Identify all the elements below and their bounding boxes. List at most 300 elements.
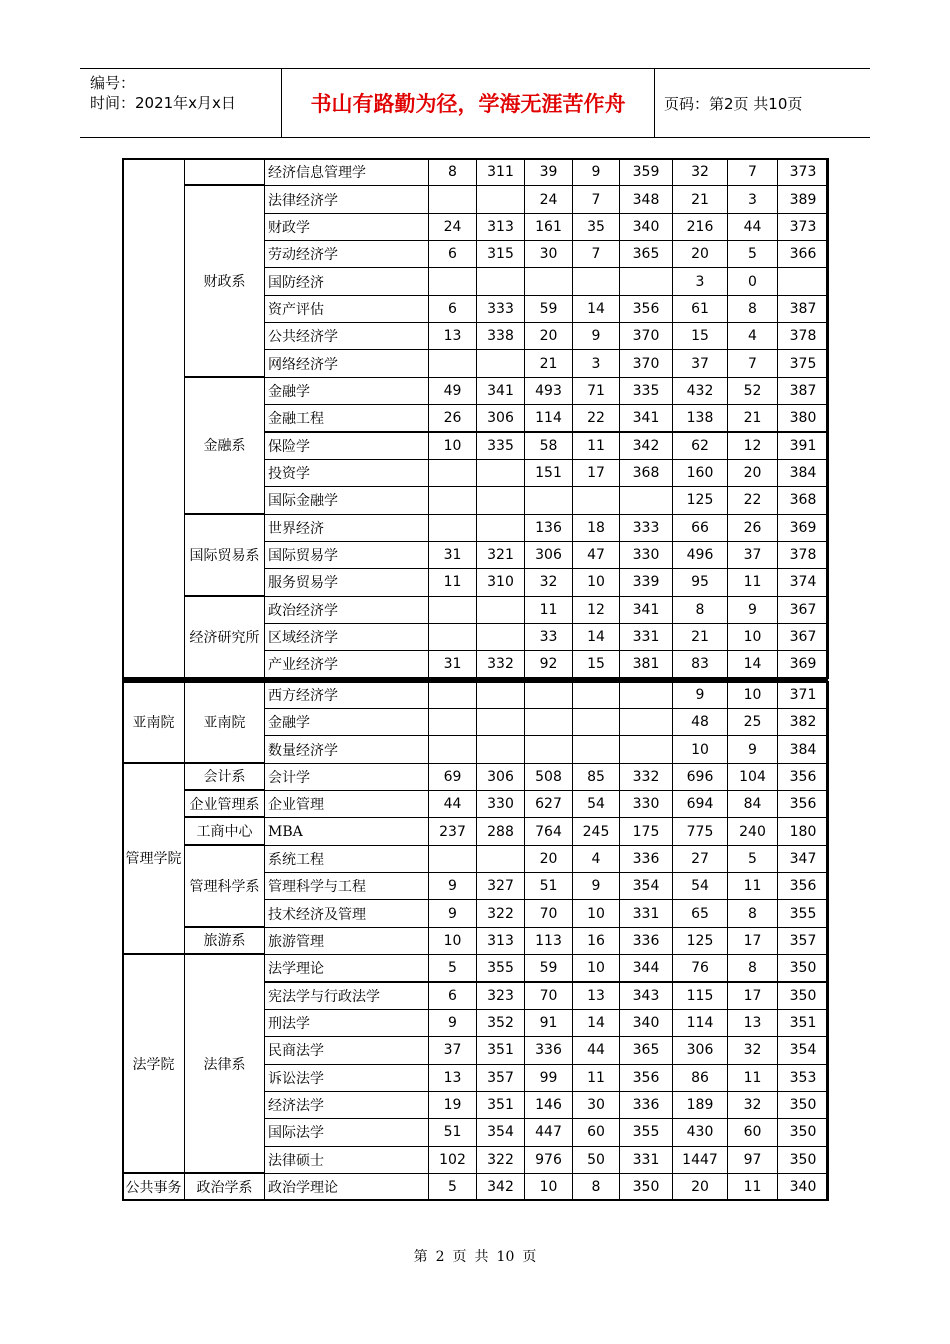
score-cell: 5 bbox=[727, 240, 778, 268]
score-cell: 357 bbox=[777, 927, 829, 955]
major-name-cell: 金融学 bbox=[264, 708, 429, 736]
score-cell: 327 bbox=[476, 872, 525, 900]
department-cell: 经济研究所 bbox=[184, 596, 265, 678]
score-cell: 52 bbox=[727, 377, 778, 405]
major-name-cell: 会计学 bbox=[264, 763, 429, 791]
college-cell: 亚南院 bbox=[122, 681, 185, 763]
score-cell: 20 bbox=[524, 845, 573, 873]
score-cell: 59 bbox=[524, 954, 573, 982]
score-cell: 21 bbox=[672, 185, 728, 213]
score-cell: 338 bbox=[476, 322, 525, 350]
score-cell: 368 bbox=[777, 486, 829, 514]
score-cell: 151 bbox=[524, 459, 573, 487]
score-cell: 13 bbox=[572, 982, 620, 1010]
score-cell: 17 bbox=[572, 459, 620, 487]
score-cell: 381 bbox=[619, 650, 673, 678]
score-cell: 95 bbox=[672, 568, 728, 596]
major-name-cell: 旅游管理 bbox=[264, 927, 429, 955]
score-cell: 354 bbox=[476, 1118, 525, 1146]
score-cell: 341 bbox=[476, 377, 525, 405]
score-cell: 351 bbox=[476, 1036, 525, 1064]
score-cell: 330 bbox=[476, 790, 525, 818]
score-cell: 330 bbox=[619, 541, 673, 569]
score-cell: 76 bbox=[672, 954, 728, 982]
major-name-cell: 国防经济 bbox=[264, 267, 429, 295]
major-name-cell: 产业经济学 bbox=[264, 650, 429, 678]
score-cell: 367 bbox=[777, 623, 829, 651]
score-cell: 430 bbox=[672, 1118, 728, 1146]
score-cell: 313 bbox=[476, 927, 525, 955]
footer-page: 2 bbox=[435, 1249, 445, 1265]
score-cell: 348 bbox=[619, 185, 673, 213]
score-cell: 37 bbox=[727, 541, 778, 569]
department-cell: 企业管理系 bbox=[184, 790, 265, 817]
score-cell: 336 bbox=[619, 845, 673, 873]
admission-score-table bbox=[122, 158, 828, 1203]
score-cell: 336 bbox=[619, 927, 673, 955]
footer-total: 10 bbox=[496, 1249, 515, 1265]
score-cell: 32 bbox=[524, 568, 573, 596]
major-name-cell: 数量经济学 bbox=[264, 735, 429, 763]
score-cell: 61 bbox=[672, 295, 728, 323]
major-name-cell: MBA bbox=[264, 817, 429, 845]
score-cell: 332 bbox=[619, 763, 673, 791]
major-name-cell: 劳动经济学 bbox=[264, 240, 429, 268]
score-cell: 25 bbox=[727, 708, 778, 736]
major-name-cell: 区域经济学 bbox=[264, 623, 429, 651]
score-cell: 356 bbox=[619, 295, 673, 323]
score-cell: 336 bbox=[524, 1036, 573, 1064]
score-cell: 1447 bbox=[672, 1146, 728, 1174]
major-name-cell: 网络经济学 bbox=[264, 349, 429, 377]
score-cell: 352 bbox=[476, 1009, 525, 1037]
score-cell: 330 bbox=[619, 790, 673, 818]
score-cell: 367 bbox=[777, 596, 829, 624]
score-cell: 104 bbox=[727, 763, 778, 791]
score-cell: 11 bbox=[727, 1064, 778, 1092]
score-cell: 66 bbox=[672, 514, 728, 542]
score-cell: 24 bbox=[524, 185, 573, 213]
score-cell: 31 bbox=[428, 541, 477, 569]
score-cell: 37 bbox=[428, 1036, 477, 1064]
score-cell: 333 bbox=[476, 295, 525, 323]
score-cell: 6 bbox=[428, 295, 477, 323]
time-label: 时间：2021年x月x日 bbox=[90, 94, 236, 112]
score-cell: 114 bbox=[672, 1009, 728, 1037]
score-cell: 17 bbox=[727, 982, 778, 1010]
score-cell: 384 bbox=[777, 459, 829, 487]
score-cell: 21 bbox=[727, 404, 778, 432]
score-cell: 15 bbox=[572, 650, 620, 678]
score-cell: 350 bbox=[619, 1173, 673, 1201]
score-cell: 113 bbox=[524, 927, 573, 955]
score-cell: 356 bbox=[777, 763, 829, 791]
score-cell: 356 bbox=[619, 1064, 673, 1092]
score-cell: 48 bbox=[672, 708, 728, 736]
score-cell: 35 bbox=[572, 213, 620, 241]
score-cell: 26 bbox=[428, 404, 477, 432]
major-name-cell: 政治经济学 bbox=[264, 596, 429, 624]
score-cell: 365 bbox=[619, 1036, 673, 1064]
score-cell: 8 bbox=[727, 954, 778, 982]
department-cell: 旅游系 bbox=[184, 927, 265, 954]
score-cell: 357 bbox=[476, 1064, 525, 1092]
score-cell: 11 bbox=[727, 568, 778, 596]
score-cell: 60 bbox=[727, 1118, 778, 1146]
score-cell: 9 bbox=[727, 596, 778, 624]
score-cell: 85 bbox=[572, 763, 620, 791]
score-cell: 4 bbox=[572, 845, 620, 873]
score-cell: 315 bbox=[476, 240, 525, 268]
score-cell: 32 bbox=[727, 1036, 778, 1064]
score-cell: 69 bbox=[428, 763, 477, 791]
score-cell: 374 bbox=[777, 568, 829, 596]
major-name-cell: 金融学 bbox=[264, 377, 429, 405]
score-cell: 696 bbox=[672, 763, 728, 791]
score-cell: 10 bbox=[428, 432, 477, 460]
score-cell: 387 bbox=[777, 295, 829, 323]
header-info bbox=[80, 69, 282, 137]
department-cell: 工商中心 bbox=[184, 817, 265, 844]
score-cell: 340 bbox=[619, 213, 673, 241]
score-cell: 321 bbox=[476, 541, 525, 569]
page-header bbox=[80, 68, 870, 138]
score-cell: 3 bbox=[672, 267, 728, 295]
score-cell: 336 bbox=[619, 1091, 673, 1119]
score-cell: 384 bbox=[777, 735, 829, 763]
score-cell: 49 bbox=[428, 377, 477, 405]
score-cell: 378 bbox=[777, 322, 829, 350]
serial-label: 编号： bbox=[90, 74, 136, 92]
major-name-cell: 法律经济学 bbox=[264, 185, 429, 213]
score-cell: 9 bbox=[572, 322, 620, 350]
score-cell: 306 bbox=[524, 541, 573, 569]
score-cell: 351 bbox=[476, 1091, 525, 1119]
score-cell: 54 bbox=[672, 872, 728, 900]
score-cell: 17 bbox=[727, 927, 778, 955]
score-cell: 369 bbox=[777, 514, 829, 542]
score-cell: 13 bbox=[428, 1064, 477, 1092]
score-cell: 373 bbox=[777, 213, 829, 241]
footer-text: 共 bbox=[474, 1249, 489, 1265]
score-cell: 432 bbox=[672, 377, 728, 405]
score-cell: 30 bbox=[524, 240, 573, 268]
score-cell: 313 bbox=[476, 213, 525, 241]
score-cell: 356 bbox=[777, 872, 829, 900]
score-cell: 62 bbox=[672, 432, 728, 460]
score-cell: 14 bbox=[727, 650, 778, 678]
score-cell: 343 bbox=[619, 982, 673, 1010]
major-name-cell: 宪法学与行政法学 bbox=[264, 982, 429, 1010]
score-cell: 37 bbox=[672, 349, 728, 377]
score-cell: 353 bbox=[777, 1064, 829, 1092]
score-cell: 11 bbox=[727, 872, 778, 900]
major-name-cell: 诉讼法学 bbox=[264, 1064, 429, 1092]
score-cell: 175 bbox=[619, 817, 673, 845]
major-name-cell: 技术经济及管理 bbox=[264, 899, 429, 927]
score-cell: 10 bbox=[428, 927, 477, 955]
score-cell: 496 bbox=[672, 541, 728, 569]
score-cell: 354 bbox=[777, 1036, 829, 1064]
score-cell: 335 bbox=[619, 377, 673, 405]
score-cell: 370 bbox=[619, 349, 673, 377]
score-cell: 32 bbox=[727, 1091, 778, 1119]
score-cell: 51 bbox=[428, 1118, 477, 1146]
score-cell: 160 bbox=[672, 459, 728, 487]
score-cell: 9 bbox=[672, 681, 728, 709]
score-cell: 350 bbox=[777, 1118, 829, 1146]
score-cell: 12 bbox=[572, 596, 620, 624]
score-cell: 7 bbox=[572, 185, 620, 213]
department-cell: 财政系 bbox=[184, 185, 265, 376]
major-name-cell: 投资学 bbox=[264, 459, 429, 487]
score-cell: 189 bbox=[672, 1091, 728, 1119]
score-cell: 7 bbox=[572, 240, 620, 268]
major-name-cell: 资产评估 bbox=[264, 295, 429, 323]
score-cell: 775 bbox=[672, 817, 728, 845]
score-cell: 5 bbox=[428, 1173, 477, 1201]
score-cell: 31 bbox=[428, 650, 477, 678]
score-cell: 16 bbox=[572, 927, 620, 955]
department-cell: 管理科学系 bbox=[184, 845, 265, 927]
score-cell: 350 bbox=[777, 1146, 829, 1174]
score-cell: 350 bbox=[777, 1091, 829, 1119]
score-cell: 355 bbox=[619, 1118, 673, 1146]
major-name-cell: 世界经济 bbox=[264, 514, 429, 542]
major-name-cell: 金融工程 bbox=[264, 404, 429, 432]
score-cell: 3 bbox=[727, 185, 778, 213]
score-cell: 350 bbox=[777, 982, 829, 1010]
score-cell: 47 bbox=[572, 541, 620, 569]
header-page-number: 页码：第2页 共10页 bbox=[664, 94, 803, 113]
major-name-cell: 西方经济学 bbox=[264, 681, 429, 709]
score-cell: 380 bbox=[777, 404, 829, 432]
score-cell: 240 bbox=[727, 817, 778, 845]
score-cell: 341 bbox=[619, 404, 673, 432]
score-cell: 97 bbox=[727, 1146, 778, 1174]
score-cell: 146 bbox=[524, 1091, 573, 1119]
score-cell: 58 bbox=[524, 432, 573, 460]
score-cell: 216 bbox=[672, 213, 728, 241]
score-cell: 6 bbox=[428, 240, 477, 268]
score-cell: 335 bbox=[476, 432, 525, 460]
score-cell: 8 bbox=[572, 1173, 620, 1201]
score-cell: 21 bbox=[524, 349, 573, 377]
score-cell: 378 bbox=[777, 541, 829, 569]
score-cell: 11 bbox=[524, 596, 573, 624]
score-cell: 11 bbox=[572, 1064, 620, 1092]
major-name-cell: 服务贸易学 bbox=[264, 568, 429, 596]
score-cell: 340 bbox=[777, 1173, 829, 1201]
score-cell: 8 bbox=[727, 899, 778, 927]
score-cell: 9 bbox=[572, 872, 620, 900]
score-cell: 44 bbox=[572, 1036, 620, 1064]
score-cell: 306 bbox=[476, 763, 525, 791]
score-cell: 9 bbox=[572, 158, 620, 186]
score-cell: 341 bbox=[619, 596, 673, 624]
score-cell: 14 bbox=[572, 623, 620, 651]
score-cell: 375 bbox=[777, 349, 829, 377]
major-name-cell: 保险学 bbox=[264, 432, 429, 460]
major-name-cell: 法学理论 bbox=[264, 954, 429, 982]
score-cell: 10 bbox=[727, 623, 778, 651]
score-cell: 310 bbox=[476, 568, 525, 596]
score-cell: 342 bbox=[476, 1173, 525, 1201]
score-cell: 508 bbox=[524, 763, 573, 791]
score-cell: 114 bbox=[524, 404, 573, 432]
score-cell: 125 bbox=[672, 927, 728, 955]
major-name-cell: 国际贸易学 bbox=[264, 541, 429, 569]
score-cell: 351 bbox=[777, 1009, 829, 1037]
score-cell: 60 bbox=[572, 1118, 620, 1146]
score-cell: 6 bbox=[428, 982, 477, 1010]
department-cell: 会计系 bbox=[184, 763, 265, 790]
score-cell: 44 bbox=[428, 790, 477, 818]
score-cell: 288 bbox=[476, 817, 525, 845]
score-cell: 323 bbox=[476, 982, 525, 1010]
table-frame-bottom bbox=[122, 681, 828, 1202]
page-footer bbox=[0, 1246, 950, 1266]
score-cell: 368 bbox=[619, 459, 673, 487]
score-cell: 84 bbox=[727, 790, 778, 818]
score-cell: 354 bbox=[619, 872, 673, 900]
score-cell: 20 bbox=[524, 322, 573, 350]
score-cell: 24 bbox=[428, 213, 477, 241]
score-cell: 8 bbox=[428, 158, 477, 186]
score-cell: 356 bbox=[777, 790, 829, 818]
major-name-cell: 政治学理论 bbox=[264, 1173, 429, 1201]
score-cell: 306 bbox=[672, 1036, 728, 1064]
major-name-cell: 经济信息管理学 bbox=[264, 158, 429, 186]
score-cell: 136 bbox=[524, 514, 573, 542]
score-cell: 32 bbox=[672, 158, 728, 186]
score-cell: 447 bbox=[524, 1118, 573, 1146]
major-name-cell: 国际金融学 bbox=[264, 486, 429, 514]
score-cell: 20 bbox=[672, 1173, 728, 1201]
score-cell: 39 bbox=[524, 158, 573, 186]
score-cell: 22 bbox=[727, 486, 778, 514]
college-cell: 公共事务 bbox=[122, 1173, 185, 1200]
score-cell: 71 bbox=[572, 377, 620, 405]
department-cell: 金融系 bbox=[184, 377, 265, 514]
score-cell: 70 bbox=[524, 899, 573, 927]
score-cell: 14 bbox=[572, 295, 620, 323]
score-cell: 382 bbox=[777, 708, 829, 736]
score-cell: 694 bbox=[672, 790, 728, 818]
score-cell: 332 bbox=[476, 650, 525, 678]
score-cell: 138 bbox=[672, 404, 728, 432]
score-cell: 373 bbox=[777, 158, 829, 186]
score-cell: 237 bbox=[428, 817, 477, 845]
major-name-cell: 系统工程 bbox=[264, 845, 429, 873]
score-cell: 370 bbox=[619, 322, 673, 350]
score-cell: 33 bbox=[524, 623, 573, 651]
score-cell: 627 bbox=[524, 790, 573, 818]
score-cell: 70 bbox=[524, 982, 573, 1010]
table-frame-top bbox=[122, 158, 828, 679]
score-cell: 5 bbox=[727, 845, 778, 873]
score-cell: 22 bbox=[572, 404, 620, 432]
score-cell: 331 bbox=[619, 623, 673, 651]
score-cell: 331 bbox=[619, 899, 673, 927]
score-cell: 339 bbox=[619, 568, 673, 596]
score-cell: 12 bbox=[727, 432, 778, 460]
score-cell: 3 bbox=[572, 349, 620, 377]
score-cell: 30 bbox=[572, 1091, 620, 1119]
score-cell: 5 bbox=[428, 954, 477, 982]
score-cell: 21 bbox=[672, 623, 728, 651]
score-cell: 99 bbox=[524, 1064, 573, 1092]
score-cell: 371 bbox=[777, 681, 829, 709]
score-cell: 83 bbox=[672, 650, 728, 678]
score-cell: 369 bbox=[777, 650, 829, 678]
score-cell: 306 bbox=[476, 404, 525, 432]
footer-text: 第 bbox=[413, 1249, 428, 1265]
score-cell: 245 bbox=[572, 817, 620, 845]
score-cell: 11 bbox=[428, 568, 477, 596]
department-cell: 国际贸易系 bbox=[184, 514, 265, 596]
score-cell: 125 bbox=[672, 486, 728, 514]
department-cell: 亚南院 bbox=[184, 681, 265, 763]
department-cell: 法律系 bbox=[184, 954, 265, 1173]
score-cell: 180 bbox=[777, 817, 829, 845]
score-cell: 9 bbox=[428, 872, 477, 900]
college-cell: 法学院 bbox=[122, 954, 185, 1173]
score-cell: 14 bbox=[572, 1009, 620, 1037]
score-cell: 8 bbox=[727, 295, 778, 323]
score-cell: 311 bbox=[476, 158, 525, 186]
score-cell: 10 bbox=[572, 954, 620, 982]
score-cell: 350 bbox=[777, 954, 829, 982]
score-cell: 322 bbox=[476, 899, 525, 927]
score-cell: 8 bbox=[672, 596, 728, 624]
score-cell: 27 bbox=[672, 845, 728, 873]
major-name-cell: 企业管理 bbox=[264, 790, 429, 818]
score-cell: 387 bbox=[777, 377, 829, 405]
score-cell: 102 bbox=[428, 1146, 477, 1174]
score-cell: 365 bbox=[619, 240, 673, 268]
major-name-cell: 法律硕士 bbox=[264, 1146, 429, 1174]
major-name-cell: 民商法学 bbox=[264, 1036, 429, 1064]
score-cell: 976 bbox=[524, 1146, 573, 1174]
score-cell: 92 bbox=[524, 650, 573, 678]
score-cell: 91 bbox=[524, 1009, 573, 1037]
score-cell: 333 bbox=[619, 514, 673, 542]
score-cell: 50 bbox=[572, 1146, 620, 1174]
score-cell: 15 bbox=[672, 322, 728, 350]
department-cell: 政治学系 bbox=[184, 1173, 265, 1200]
score-cell: 9 bbox=[428, 899, 477, 927]
score-cell: 20 bbox=[672, 240, 728, 268]
score-cell: 7 bbox=[727, 349, 778, 377]
score-cell: 26 bbox=[727, 514, 778, 542]
score-cell: 322 bbox=[476, 1146, 525, 1174]
score-cell: 13 bbox=[428, 322, 477, 350]
score-cell: 359 bbox=[619, 158, 673, 186]
score-cell: 389 bbox=[777, 185, 829, 213]
score-cell: 18 bbox=[572, 514, 620, 542]
score-cell: 331 bbox=[619, 1146, 673, 1174]
major-name-cell: 财政学 bbox=[264, 213, 429, 241]
score-cell: 9 bbox=[428, 1009, 477, 1037]
score-cell: 355 bbox=[777, 899, 829, 927]
score-cell: 355 bbox=[476, 954, 525, 982]
score-cell: 10 bbox=[572, 568, 620, 596]
score-cell: 11 bbox=[727, 1173, 778, 1201]
score-cell: 391 bbox=[777, 432, 829, 460]
footer-text: 页 bbox=[452, 1249, 467, 1265]
score-cell: 340 bbox=[619, 1009, 673, 1037]
